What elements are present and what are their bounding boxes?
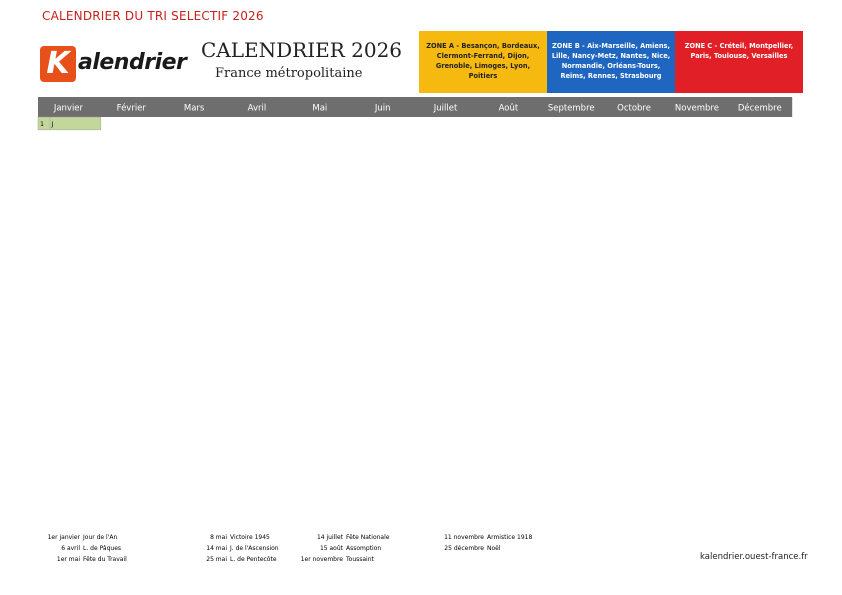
page-title: CALENDRIER 2026 xyxy=(201,38,403,62)
holiday-date: 14 mai xyxy=(206,545,227,552)
holiday-date: 6 avril xyxy=(61,545,80,552)
holiday-date: 25 mai xyxy=(206,556,227,563)
holiday-date: 25 décembre xyxy=(444,545,484,552)
day-letter: J xyxy=(51,121,54,129)
month-header-7: Juillet xyxy=(433,103,458,114)
holiday-name: Victoire 1945 xyxy=(230,534,270,541)
holiday-name: Jour de l'An xyxy=(83,534,118,541)
holiday-name: J. de l'Ascension xyxy=(230,545,279,552)
holiday-date: 8 mai xyxy=(210,534,227,541)
holiday-date: 11 novembre xyxy=(444,534,484,541)
holiday-name: Toussaint xyxy=(346,556,374,563)
page-subtitle: France métropolitaine xyxy=(215,66,363,81)
logo-k-icon: K xyxy=(40,46,76,82)
day-cell xyxy=(38,117,101,130)
month-header-11: Novembre xyxy=(674,103,719,114)
holiday-date: 1er mai xyxy=(56,556,80,563)
holiday-name: Fête Nationale xyxy=(346,534,390,541)
holiday-name: Fête du Travail xyxy=(83,556,127,563)
month-header-9: Septembre xyxy=(547,103,595,114)
holiday-name: L. de Pentecôte xyxy=(230,556,277,563)
zone-b-legend: ZONE B - Aix-Marseille, Amiens, Lille, Nancy-Metz, Nantes, Nice, Normandie, Orléans-Tours, Reims, Rennes, Strasbourg xyxy=(547,31,675,93)
top-title: CALENDRIER DU TRI SELECTIF 2026 xyxy=(42,9,264,23)
holiday-name: Assomption xyxy=(346,545,382,552)
month-header-1: Janvier xyxy=(53,103,84,114)
month-header-8: Août xyxy=(498,103,519,114)
holiday-name: Noël xyxy=(487,545,501,552)
month-header-10: Octobre xyxy=(617,103,651,114)
holiday-name: L. de Pâques xyxy=(83,545,122,552)
holiday-date: 14 juillet xyxy=(316,534,343,541)
month-header-5: Mai xyxy=(312,103,328,114)
month-header-3: Mars xyxy=(183,103,205,114)
holiday-name: Armistice 1918 xyxy=(487,534,533,541)
month-header-6: Juin xyxy=(374,103,391,114)
website-link[interactable]: kalendrier.ouest-france.fr xyxy=(700,552,808,562)
zone-c-legend: ZONE C - Créteil, Montpellier, Paris, Toulouse, Versailles xyxy=(675,31,803,93)
zone-a-legend: ZONE A - Besançon, Bordeaux, Clermont-Ferrand, Dijon, Grenoble, Limoges, Lyon, Poitiers xyxy=(419,31,547,93)
month-header-2: Février xyxy=(116,103,146,114)
holiday-date: 1er novembre xyxy=(300,556,343,563)
holiday-date: 1er janvier xyxy=(47,534,80,541)
holiday-date: 15 août xyxy=(319,545,343,552)
day-number: 1 xyxy=(40,121,45,129)
month-header-12: Décembre xyxy=(737,103,782,114)
logo-text: alendrier xyxy=(78,50,187,75)
month-header-4: Avril xyxy=(247,103,267,114)
